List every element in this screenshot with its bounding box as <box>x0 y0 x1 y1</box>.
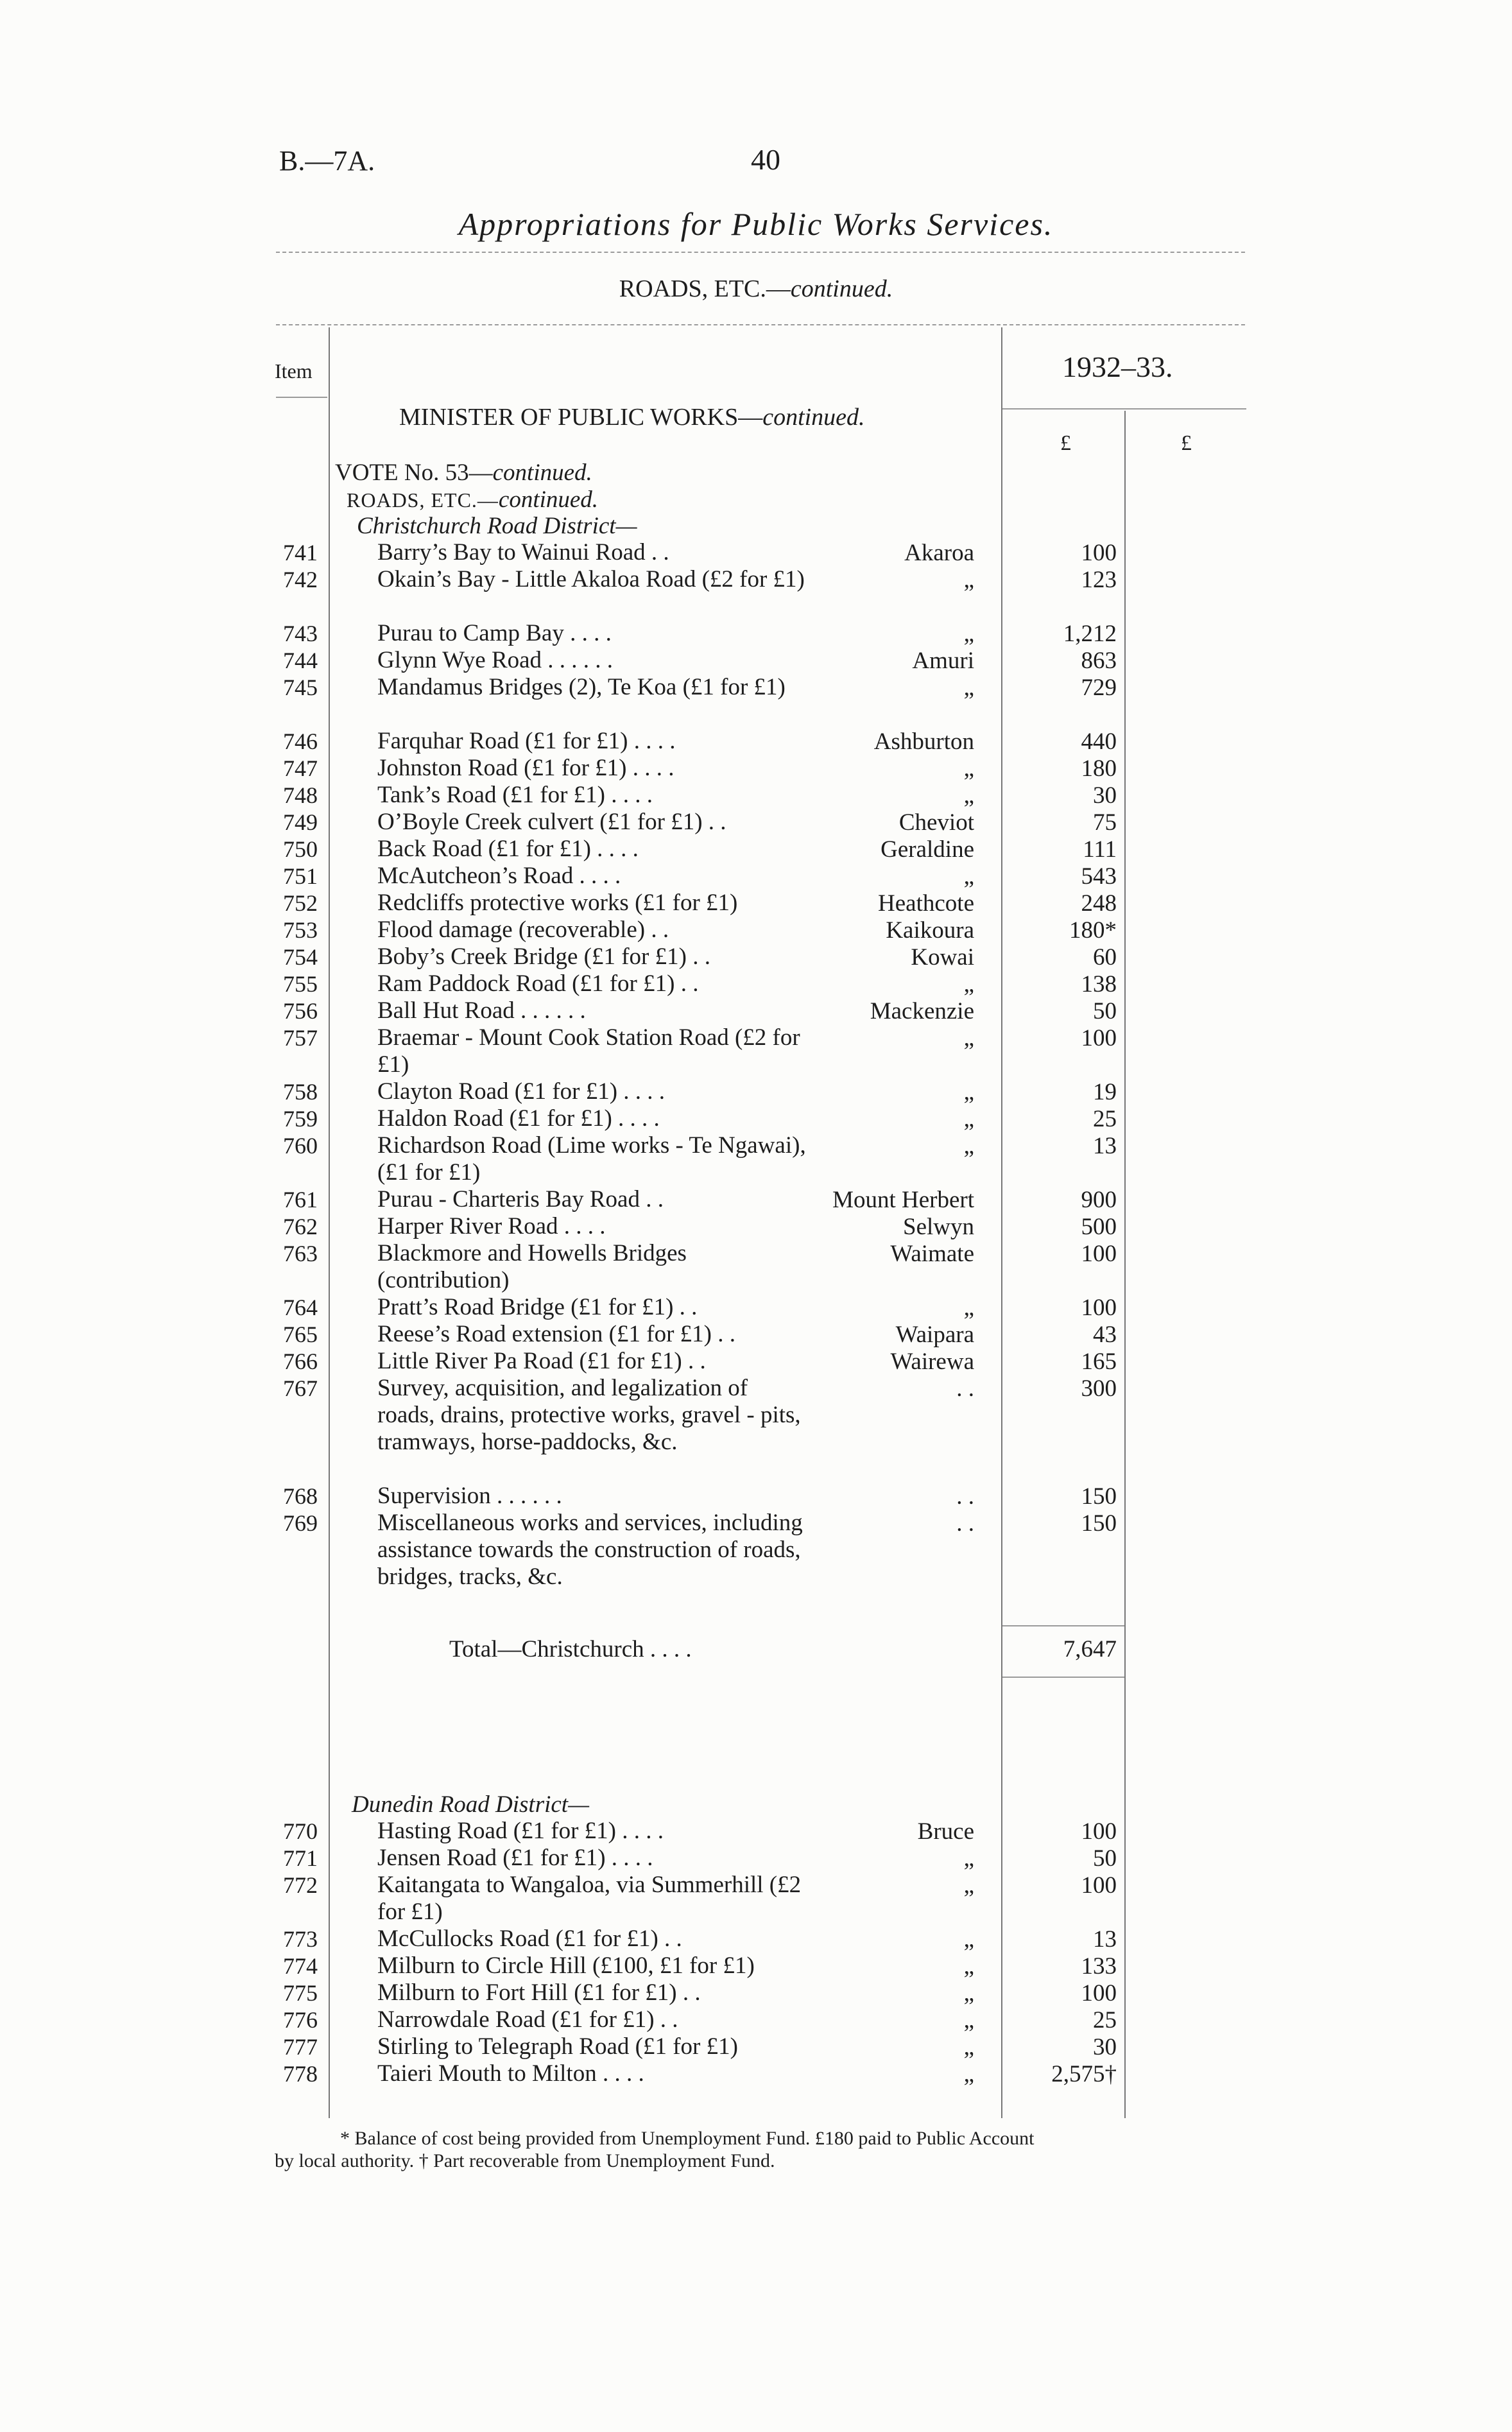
item-number: 765 <box>283 1322 318 1347</box>
item-column-divider <box>329 327 330 2118</box>
item-location: „ <box>963 971 974 997</box>
item-description: Narrowdale Road (£1 for £1) . . <box>377 2006 678 2033</box>
item-description: O’Boyle Creek culvert (£1 for £1) . . <box>377 809 726 835</box>
item-description: Haldon Road (£1 for £1) . . . . <box>377 1105 660 1132</box>
item-description: Milburn to Fort Hill (£1 for £1) . . <box>377 1979 701 2006</box>
item-amount: 543 <box>1081 863 1117 890</box>
minister-heading-main: MINISTER OF PUBLIC WORKS— <box>399 404 763 431</box>
item-amount: 75 <box>1093 809 1117 836</box>
roads-heading <box>347 486 598 513</box>
item-description: Ram Paddock Road (£1 for £1) . . <box>377 970 699 997</box>
item-amount: 50 <box>1093 998 1117 1024</box>
item-amount: 50 <box>1093 1845 1117 1872</box>
item-description: Pratt’s Road Bridge (£1 for £1) . . <box>377 1294 698 1320</box>
item-number: 749 <box>283 809 318 835</box>
item-description: Kaitangata to Wangaloa, via Summerhill (£2 for £1) <box>377 1872 802 1925</box>
item-amount: 150 <box>1081 1510 1117 1537</box>
item-number: 761 <box>283 1187 318 1212</box>
item-number: 746 <box>283 729 318 754</box>
item-location: „ <box>963 1926 974 1953</box>
item-number: 743 <box>283 621 318 646</box>
item-location: „ <box>963 567 974 593</box>
item-number: 770 <box>283 1818 318 1844</box>
item-amount: 123 <box>1081 567 1117 593</box>
item-number: 760 <box>283 1133 318 1159</box>
item-amount: 19 <box>1093 1079 1117 1105</box>
item-number: 767 <box>283 1376 318 1401</box>
item-amount: 30 <box>1093 2034 1117 2060</box>
item-description: Purau to Camp Bay . . . . <box>377 620 612 646</box>
item-description: Boby’s Creek Bridge (£1 for £1) . . <box>377 944 710 970</box>
item-number: 778 <box>283 2061 318 2087</box>
item-location: Amuri <box>912 648 974 674</box>
item-amount: 100 <box>1081 1980 1117 2006</box>
item-number: 752 <box>283 890 318 916</box>
year-header: 1932–33. <box>1062 350 1173 383</box>
title-rule <box>276 252 1245 253</box>
item-location: „ <box>963 1953 974 1979</box>
item-description: Richardson Road (Lime works - Te Ngawai), (£1 for £1) <box>377 1132 806 1186</box>
item-number: 758 <box>283 1079 318 1105</box>
item-description: Survey, acquisition, and legalization of roads, drains, protective works, gravel - pits, tramways, horse-paddocks, &c. <box>377 1375 801 1455</box>
subtitle-main: ROADS, ETC.— <box>619 275 791 302</box>
item-location: Wairewa <box>890 1349 974 1375</box>
item-description: Purau - Charteris Bay Road . . <box>377 1186 664 1212</box>
item-amount: 13 <box>1093 1926 1117 1953</box>
item-number: 741 <box>283 540 318 565</box>
item-location: „ <box>963 675 974 701</box>
item-amount: 300 <box>1081 1376 1117 1402</box>
currency-symbol-second: £ <box>1181 431 1192 455</box>
item-location: . . <box>956 1376 974 1402</box>
item-number: 750 <box>283 836 318 862</box>
item-amount: 1,212 <box>1063 621 1117 647</box>
item-description: Mandamus Bridges (2), Te Koa (£1 for £1) <box>377 674 786 700</box>
item-description: Taieri Mouth to Milton . . . . <box>377 2060 644 2087</box>
vote-heading-continued: continued. <box>492 460 592 486</box>
item-amount: 30 <box>1093 782 1117 809</box>
item-location: Akaroa <box>904 540 974 566</box>
item-description: Glynn Wye Road . . . . . . <box>377 647 614 673</box>
footnote-line-1: * Balance of cost being provided from Unemployment Fund. £180 paid to Public Account <box>340 2128 1035 2149</box>
item-location: . . <box>956 1510 974 1537</box>
item-location: „ <box>963 1079 974 1105</box>
item-number: 769 <box>283 1510 318 1536</box>
item-description: Milburn to Circle Hill (£100, £1 for £1) <box>377 1953 755 1979</box>
item-amount: 500 <box>1081 1214 1117 1240</box>
item-location: „ <box>963 1133 974 1159</box>
item-amount: 863 <box>1081 648 1117 674</box>
item-number: 777 <box>283 2034 318 2060</box>
item-number: 763 <box>283 1241 318 1266</box>
item-location: „ <box>963 782 974 809</box>
subtitle-continued: continued. <box>790 275 893 302</box>
item-number: 757 <box>283 1025 318 1051</box>
item-amount: 180* <box>1069 917 1117 944</box>
item-description: Reese’s Road extension (£1 for £1) . . <box>377 1321 735 1347</box>
item-description: Tank’s Road (£1 for £1) . . . . <box>377 782 653 808</box>
item-amount: 133 <box>1081 1953 1117 1979</box>
item-number: 772 <box>283 1872 318 1898</box>
item-number: 754 <box>283 944 318 970</box>
item-number: 773 <box>283 1926 318 1952</box>
item-amount: 100 <box>1081 1818 1117 1845</box>
item-number: 756 <box>283 998 318 1024</box>
item-number: 776 <box>283 2007 318 2033</box>
item-amount: 100 <box>1081 1241 1117 1267</box>
item-amount: 900 <box>1081 1187 1117 1213</box>
item-location: „ <box>963 863 974 890</box>
item-location: Kowai <box>911 944 974 970</box>
item-location: Bruce <box>917 1818 974 1845</box>
item-amount: 100 <box>1081 1295 1117 1321</box>
item-amount: 248 <box>1081 890 1117 917</box>
item-amount: 100 <box>1081 540 1117 566</box>
item-amount: 180 <box>1081 755 1117 782</box>
item-description: Back Road (£1 for £1) . . . . <box>377 836 639 862</box>
item-description: Barry’s Bay to Wainui Road . . <box>377 539 669 565</box>
item-amount: 100 <box>1081 1025 1117 1051</box>
item-location: Mount Herbert <box>832 1187 974 1213</box>
item-number: 766 <box>283 1349 318 1374</box>
total-rule-top <box>1002 1625 1124 1626</box>
item-location: Geraldine <box>881 836 974 863</box>
minister-heading <box>399 403 865 431</box>
item-number: 742 <box>283 567 318 592</box>
item-description: Blackmore and Howells Bridges (contribution) <box>377 1240 687 1293</box>
item-number: 747 <box>283 755 318 781</box>
item-location: „ <box>963 2034 974 2060</box>
item-amount: 138 <box>1081 971 1117 997</box>
item-description: Ball Hut Road . . . . . . <box>377 997 586 1024</box>
item-amount: 60 <box>1093 944 1117 970</box>
item-location: Heathcote <box>878 890 974 917</box>
item-location: „ <box>963 1106 974 1132</box>
item-description: Okain’s Bay - Little Akaloa Road (£2 for £1) <box>377 566 805 592</box>
item-amount: 25 <box>1093 2007 1117 2033</box>
item-number: 775 <box>283 1980 318 2006</box>
item-location: „ <box>963 1025 974 1051</box>
page-title: Appropriations for Public Works Services. <box>458 206 1054 242</box>
item-location: Selwyn <box>903 1214 974 1240</box>
item-location: . . <box>956 1483 974 1510</box>
item-description: Hasting Road (£1 for £1) . . . . <box>377 1818 664 1844</box>
item-location: Ashburton <box>873 729 974 755</box>
vote-heading-main: VOTE No. 53— <box>335 460 493 486</box>
item-number: 774 <box>283 1953 318 1979</box>
item-number: 762 <box>283 1214 318 1239</box>
item-amount: 2,575† <box>1051 2061 1117 2087</box>
roads-heading-continued: continued. <box>498 487 599 513</box>
item-location: „ <box>963 1845 974 1872</box>
section-subtitle <box>0 275 1512 303</box>
item-location: „ <box>963 2061 974 2087</box>
item-description: Supervision . . . . . . <box>377 1483 562 1509</box>
item-description: Harper River Road . . . . <box>377 1213 606 1239</box>
christchurch-total-amount: 7,647 <box>1063 1636 1117 1662</box>
item-location: Waipara <box>895 1322 974 1348</box>
item-description: McCullocks Road (£1 for £1) . . <box>377 1926 682 1952</box>
item-amount: 13 <box>1093 1133 1117 1159</box>
item-amount: 25 <box>1093 1106 1117 1132</box>
item-location: Cheviot <box>898 809 974 836</box>
amount-column-divider-left <box>1001 327 1002 2118</box>
item-amount: 150 <box>1081 1483 1117 1510</box>
christchurch-district-heading: Christchurch Road District— <box>357 513 637 539</box>
item-location: Kaikoura <box>886 917 974 944</box>
item-number: 764 <box>283 1295 318 1320</box>
item-amount: 165 <box>1081 1349 1117 1375</box>
item-number: 755 <box>283 971 318 997</box>
item-description: Flood damage (recoverable) . . <box>377 917 669 943</box>
item-number: 759 <box>283 1106 318 1132</box>
item-location: „ <box>963 1872 974 1899</box>
item-description: Farquhar Road (£1 for £1) . . . . <box>377 728 676 754</box>
item-description: Miscellaneous works and services, including assistance towards the construction of roads, bridges, tracks, &c. <box>377 1510 803 1590</box>
vote-heading <box>335 459 592 487</box>
item-description: McAutcheon’s Road . . . . <box>377 863 621 889</box>
item-location: Waimate <box>890 1241 974 1267</box>
item-location: Mackenzie <box>870 998 974 1024</box>
item-description: Stirling to Telegraph Road (£1 for £1) <box>377 2033 738 2060</box>
item-amount: 111 <box>1083 836 1117 863</box>
currency-symbol-first: £ <box>1060 431 1071 455</box>
item-description: Jensen Road (£1 for £1) . . . . <box>377 1845 653 1871</box>
year-header-rule <box>1002 408 1246 410</box>
item-number: 771 <box>283 1845 318 1871</box>
item-description: Johnston Road (£1 for £1) . . . . <box>377 755 674 781</box>
item-description: Braemar - Mount Cook Station Road (£2 for £1) <box>377 1024 800 1078</box>
page-number: 40 <box>751 143 780 176</box>
item-description: Little River Pa Road (£1 for £1) . . <box>377 1348 706 1374</box>
document-reference: B.—7A. <box>279 145 375 177</box>
dunedin-district-heading: Dunedin Road District— <box>352 1791 589 1818</box>
item-number: 745 <box>283 675 318 700</box>
item-location: „ <box>963 2007 974 2033</box>
item-description: Redcliffs protective works (£1 for £1) <box>377 890 738 916</box>
item-number: 751 <box>283 863 318 889</box>
item-location: „ <box>963 1980 974 2006</box>
item-location: „ <box>963 755 974 782</box>
item-description: Clayton Road (£1 for £1) . . . . <box>377 1078 666 1105</box>
item-number: 748 <box>283 782 318 808</box>
total-rule-bottom <box>1002 1677 1124 1678</box>
item-number: 753 <box>283 917 318 943</box>
roads-heading-main: ROADS, ETC.— <box>347 488 499 512</box>
item-location: „ <box>963 621 974 647</box>
item-amount: 729 <box>1081 675 1117 701</box>
footnote-line-2: by local authority. † Part recoverable from Unemployment Fund. <box>275 2150 775 2171</box>
table-top-rule <box>276 324 1245 325</box>
item-amount: 440 <box>1081 729 1117 755</box>
minister-heading-continued: continued. <box>762 404 865 431</box>
item-header-rule <box>276 397 327 398</box>
item-location: „ <box>963 1295 974 1321</box>
item-amount: 43 <box>1093 1322 1117 1348</box>
item-amount: 100 <box>1081 1872 1117 1899</box>
christchurch-total-label: Total—Christchurch . . . . <box>449 1636 692 1662</box>
amount-column-divider-right <box>1124 411 1126 2118</box>
item-number: 768 <box>283 1483 318 1509</box>
item-number: 744 <box>283 648 318 673</box>
item-column-header: Item <box>275 359 313 383</box>
